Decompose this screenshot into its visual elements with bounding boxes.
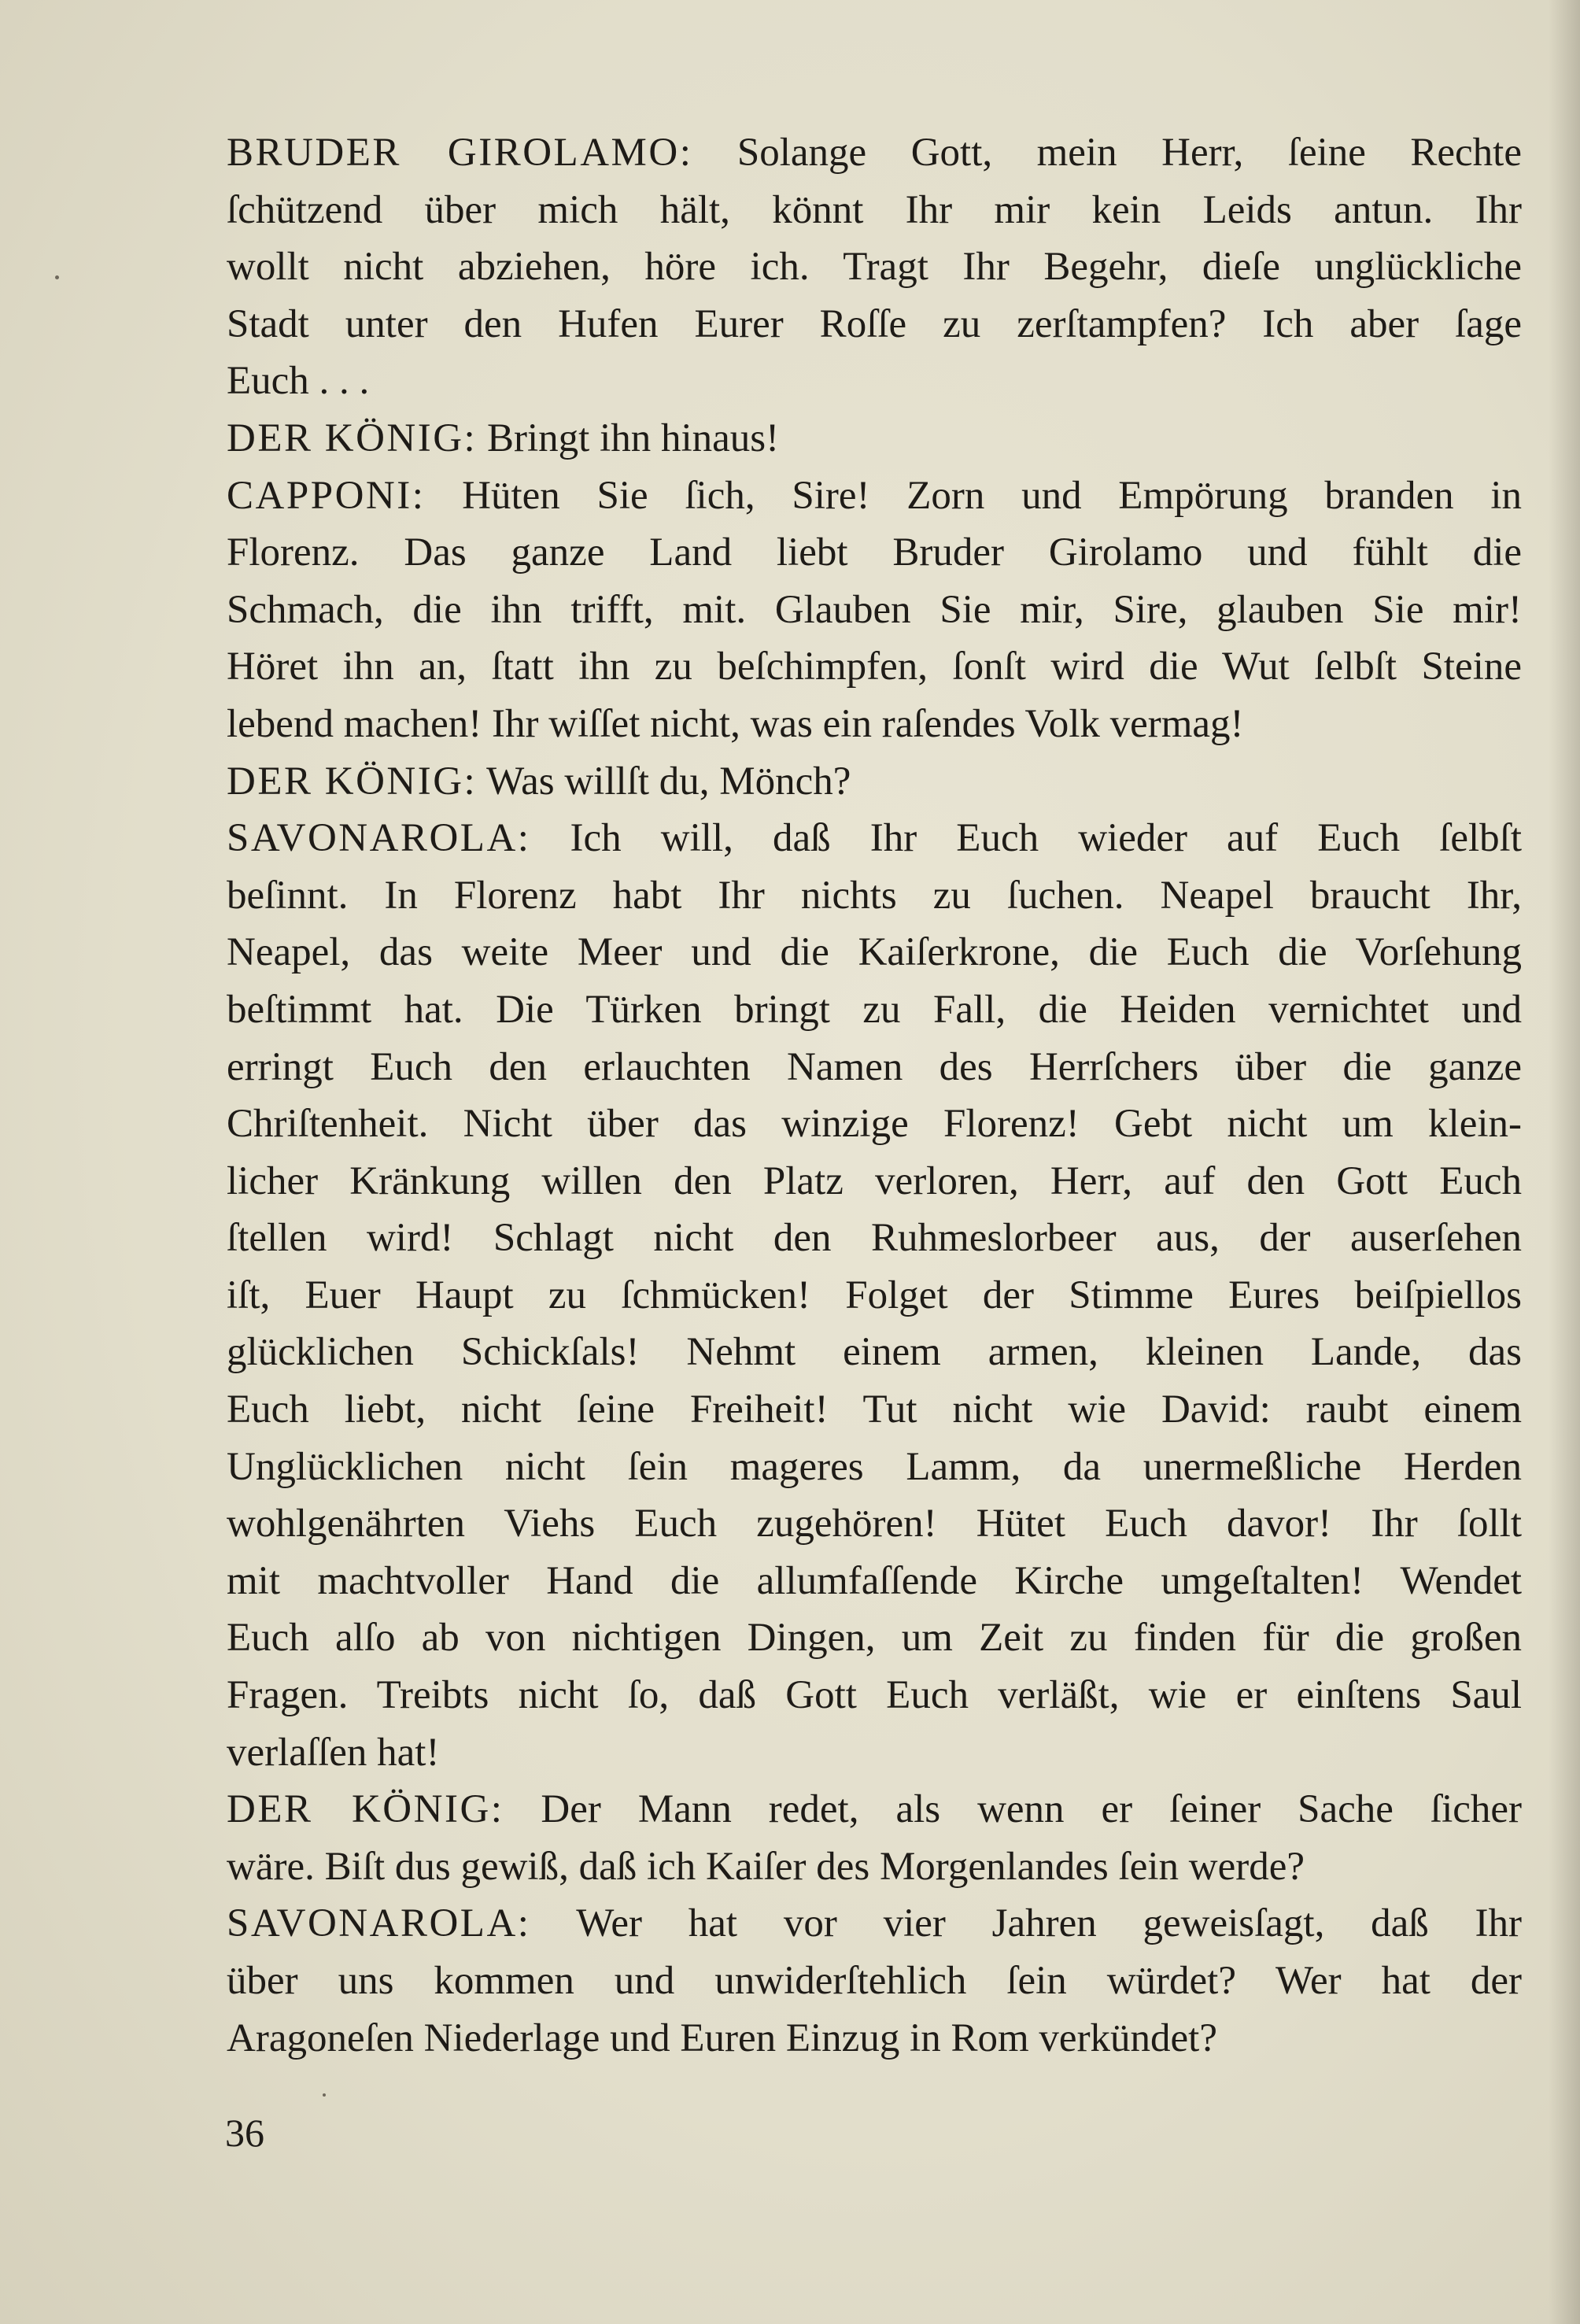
speaker-name: DER KÖNIG: (227, 759, 478, 804)
text-line (227, 124, 1522, 182)
line-text: Stadt unter den Hufen Eurer Roſſe zu zerſtampfen? Ich aber ſage (227, 301, 1522, 346)
line-text: Chriſtenheit. Nicht über das winzige Florenz! Gebt nicht um klein- (227, 1102, 1522, 1147)
text-line (227, 867, 1522, 925)
line-text: mit machtvoller Hand die allumfaſſende Kirche umgeſtalten! Wendet (227, 1558, 1522, 1603)
page-number: 36 (225, 2111, 264, 2155)
text-line (227, 1153, 1522, 1210)
line-text: erringt Euch den erlauchten Namen des Herrſchers über die ganze (227, 1044, 1522, 1089)
line-text: Höret ihn an, ſtatt ihn zu beſchimpfen, ſonſt wird die Wut ſelbſt Steine (227, 645, 1522, 689)
text-line (227, 638, 1522, 696)
line-text: verlaſſen hat! (227, 1730, 440, 1775)
text-line (227, 981, 1522, 1039)
speaker-name: DER KÖNIG: (227, 1787, 504, 1832)
line-text: Neapel, das weite Meer und die Kaiſerkrone, die Euch die Vorſehung (227, 930, 1522, 975)
line-text: Euch liebt, nicht ſeine Freiheit! Tut nicht wie David: raubt einem (227, 1387, 1522, 1432)
text-line (227, 696, 1522, 753)
speaker-name: SAVONAROLA: (227, 1901, 531, 1946)
text-line (227, 1953, 1522, 2010)
text-line (227, 182, 1522, 239)
line-text: licher Kränkung willen den Platz verloren, Herr, auf den Gott Euch (227, 1158, 1522, 1203)
line-text: Hüten Sie ſich, Sire! Zorn und Empörung branden in (425, 473, 1522, 518)
text-line (227, 1495, 1522, 1553)
text-line (227, 353, 1522, 410)
line-text: wollt nicht abziehen, höre ich. Tragt Ihr Begehr, dieſe unglückliche (227, 245, 1522, 290)
line-text: beſtimmt hat. Die Türken bringt zu Fall, die Heiden vernichtet und (227, 987, 1522, 1032)
line-text: ſtellen wird! Schlagt nicht den Ruhmeslorbeer aus, der auserſehen (227, 1216, 1522, 1261)
line-text: Aragoneſen Niederlage und Euren Einzug in Rom verkündet? (227, 2015, 1217, 2060)
text-line (227, 924, 1522, 981)
text-line (227, 1095, 1522, 1153)
line-text: über uns kommen und unwiderſtehlich ſein würdet? Wer hat der (227, 1959, 1522, 2003)
line-text: Bringt ihn hinaus! (477, 416, 780, 460)
text-line (227, 524, 1522, 582)
page-text (227, 124, 1522, 2067)
line-text: Der Mann redet, als wenn er ſeiner Sache ſicher (504, 1787, 1522, 1832)
text-line (227, 1724, 1522, 1782)
line-text: wohlgenährten Viehs Euch zugehören! Hütet Euch davor! Ihr ſollt (227, 1502, 1522, 1546)
line-text: ſchützend über mich hält, könnt Ihr mir kein Leids antun. Ihr (227, 187, 1522, 232)
line-text: Florenz. Das ganze Land liebt Bruder Girolamo und fühlt die (227, 530, 1522, 575)
line-text: Ich will, daß Ihr Euch wieder auf Euch ſelbſt (530, 816, 1522, 861)
line-text: beſinnt. In Florenz habt Ihr nichts zu ſuchen. Neapel braucht Ihr, (227, 873, 1522, 918)
line-text: Wer hat vor vier Jahren geweisſagt, daß Ihr (530, 1901, 1522, 1946)
line-text: wäre. Biſt dus gewiß, daß ich Kaiſer des Morgenlandes ſein werde? (227, 1844, 1305, 1889)
text-line (227, 1439, 1522, 1496)
text-line (227, 410, 1522, 467)
text-line (227, 1553, 1522, 1610)
speaker-name: CAPPONI: (227, 473, 426, 518)
paper-speck (323, 2093, 326, 2097)
line-text: Solange Gott, mein Herr, ſeine Rechte (692, 131, 1522, 175)
text-line (227, 1324, 1522, 1381)
text-line (227, 1781, 1522, 1838)
text-line (227, 810, 1522, 867)
text-line (227, 753, 1522, 811)
text-line (227, 1895, 1522, 1953)
paper-speck (55, 275, 59, 279)
text-line (227, 238, 1522, 296)
text-line (227, 582, 1522, 639)
line-text: Unglücklichen nicht ſein mageres Lamm, da unermeßliche Herden (227, 1444, 1522, 1489)
speaker-name: SAVONAROLA: (227, 816, 531, 861)
speaker-name: DER KÖNIG: (227, 416, 478, 460)
line-text: Was willſt du, Mönch? (477, 759, 851, 804)
text-line (227, 1838, 1522, 1896)
text-line (227, 1039, 1522, 1096)
line-text: Euch . . . (227, 359, 370, 404)
line-text: Fragen. Treibts nicht ſo, daß Gott Euch verläßt, wie er einſtens Saul (227, 1673, 1522, 1718)
line-text: lebend machen! Ihr wiſſet nicht, was ein raſendes Volk vermag! (227, 701, 1244, 746)
line-text: Schmach, die ihn trifft, mit. Glauben Sie mir, Sire, glauben Sie mir! (227, 587, 1522, 632)
text-line (227, 1210, 1522, 1267)
text-line (227, 1381, 1522, 1439)
text-line (227, 1667, 1522, 1724)
text-line (227, 296, 1522, 353)
speaker-name: BRUDER GIROLAMO: (227, 131, 693, 175)
text-line (227, 467, 1522, 525)
text-line (227, 2010, 1522, 2067)
line-text: Euch alſo ab von nichtigen Dingen, um Zeit zu finden für die großen (227, 1616, 1522, 1661)
text-line (227, 1267, 1522, 1325)
line-text: glücklichen Schickſals! Nehmt einem armen, kleinen Lande, das (227, 1330, 1522, 1375)
line-text: iſt, Euer Haupt zu ſchmücken! Folget der Stimme Eures beiſpiellos (227, 1273, 1522, 1317)
text-line (227, 1609, 1522, 1667)
